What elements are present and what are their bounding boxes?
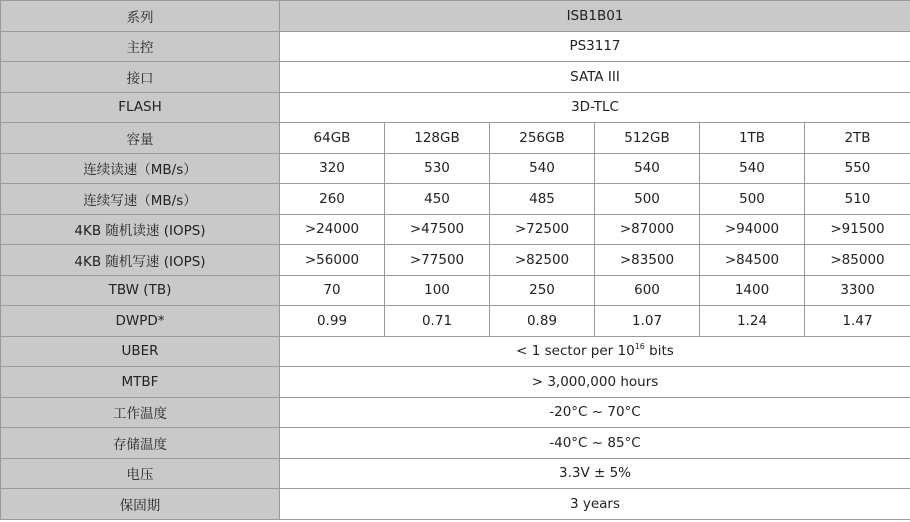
row-seq-read [1,153,910,184]
rand-write-cell: >56000 [280,245,385,276]
row-warranty [1,489,910,520]
seq-read-cell: 320 [280,153,385,184]
row-series [1,1,910,32]
capacity-cell: 128GB [385,123,490,154]
dwpd-cell: 1.24 [700,306,805,337]
series-value: ISB1B01 [280,1,910,32]
capacity-cell: 256GB [490,123,595,154]
rand-write-cell: >82500 [490,245,595,276]
interface-value: SATA III [280,62,910,93]
seq-write-cell: 500 [700,184,805,215]
row-capacity [1,123,910,154]
rand-write-cell: >85000 [805,245,910,276]
seq-write-cell: 510 [805,184,910,215]
tbw-cell: 600 [595,275,700,306]
seq-write-cell: 500 [595,184,700,215]
row-storage-temp [1,428,910,459]
row-label: UBER [1,336,280,367]
seq-read-cell: 540 [700,153,805,184]
dwpd-cell: 1.07 [595,306,700,337]
row-label: 4KB 随机读速 (IOPS) [1,214,280,245]
row-label: TBW (TB) [1,275,280,306]
voltage-value: 3.3V ± 5% [280,458,910,489]
row-operating-temp [1,397,910,428]
row-label: 系列 [1,1,280,32]
seq-read-cell: 550 [805,153,910,184]
row-rand-read [1,214,910,245]
tbw-cell: 70 [280,275,385,306]
row-voltage [1,458,910,489]
row-label: 工作温度 [1,397,280,428]
row-dwpd [1,306,910,337]
capacity-cell: 64GB [280,123,385,154]
seq-write-cell: 260 [280,184,385,215]
row-flash [1,92,910,123]
row-label: 主控 [1,31,280,62]
rand-read-cell: >24000 [280,214,385,245]
operating-temp-value: -20°C ~ 70°C [280,397,910,428]
dwpd-cell: 1.47 [805,306,910,337]
seq-write-cell: 450 [385,184,490,215]
uber-value [280,336,910,367]
warranty-value: 3 years [280,489,910,520]
row-label: 接口 [1,62,280,93]
row-label: 容量 [1,123,280,154]
tbw-cell: 100 [385,275,490,306]
flash-value: 3D-TLC [280,92,910,123]
row-rand-write [1,245,910,276]
tbw-cell: 1400 [700,275,805,306]
dwpd-cell: 0.71 [385,306,490,337]
seq-read-cell: 540 [595,153,700,184]
dwpd-cell: 0.89 [490,306,595,337]
rand-write-cell: >83500 [595,245,700,276]
capacity-cell: 512GB [595,123,700,154]
rand-read-cell: >94000 [700,214,805,245]
mtbf-value: > 3,000,000 hours [280,367,910,398]
capacity-cell: 2TB [805,123,910,154]
row-seq-write [1,184,910,215]
row-label: 连续读速（MB/s） [1,153,280,184]
rand-read-cell: >87000 [595,214,700,245]
uber-text-after: bits [644,343,674,360]
uber-exponent: 16 [634,342,645,352]
row-label: DWPD* [1,306,280,337]
row-tbw [1,275,910,306]
seq-write-cell: 485 [490,184,595,215]
uber-text-before: < 1 sector per 10 [516,343,635,360]
controller-value: PS3117 [280,31,910,62]
row-label: 保固期 [1,489,280,520]
row-mtbf [1,367,910,398]
storage-temp-value: -40°C ~ 85°C [280,428,910,459]
row-label: MTBF [1,367,280,398]
seq-read-cell: 530 [385,153,490,184]
rand-read-cell: >91500 [805,214,910,245]
row-label: 4KB 随机写速 (IOPS) [1,245,280,276]
rand-read-cell: >72500 [490,214,595,245]
row-uber [1,336,910,367]
dwpd-cell: 0.99 [280,306,385,337]
row-label: 电压 [1,458,280,489]
rand-read-cell: >47500 [385,214,490,245]
rand-write-cell: >77500 [385,245,490,276]
row-label: 存储温度 [1,428,280,459]
row-controller [1,31,910,62]
seq-read-cell: 540 [490,153,595,184]
tbw-cell: 3300 [805,275,910,306]
rand-write-cell: >84500 [700,245,805,276]
row-label: 连续写速（MB/s） [1,184,280,215]
tbw-cell: 250 [490,275,595,306]
row-interface [1,62,910,93]
row-label: FLASH [1,92,280,123]
capacity-cell: 1TB [700,123,805,154]
